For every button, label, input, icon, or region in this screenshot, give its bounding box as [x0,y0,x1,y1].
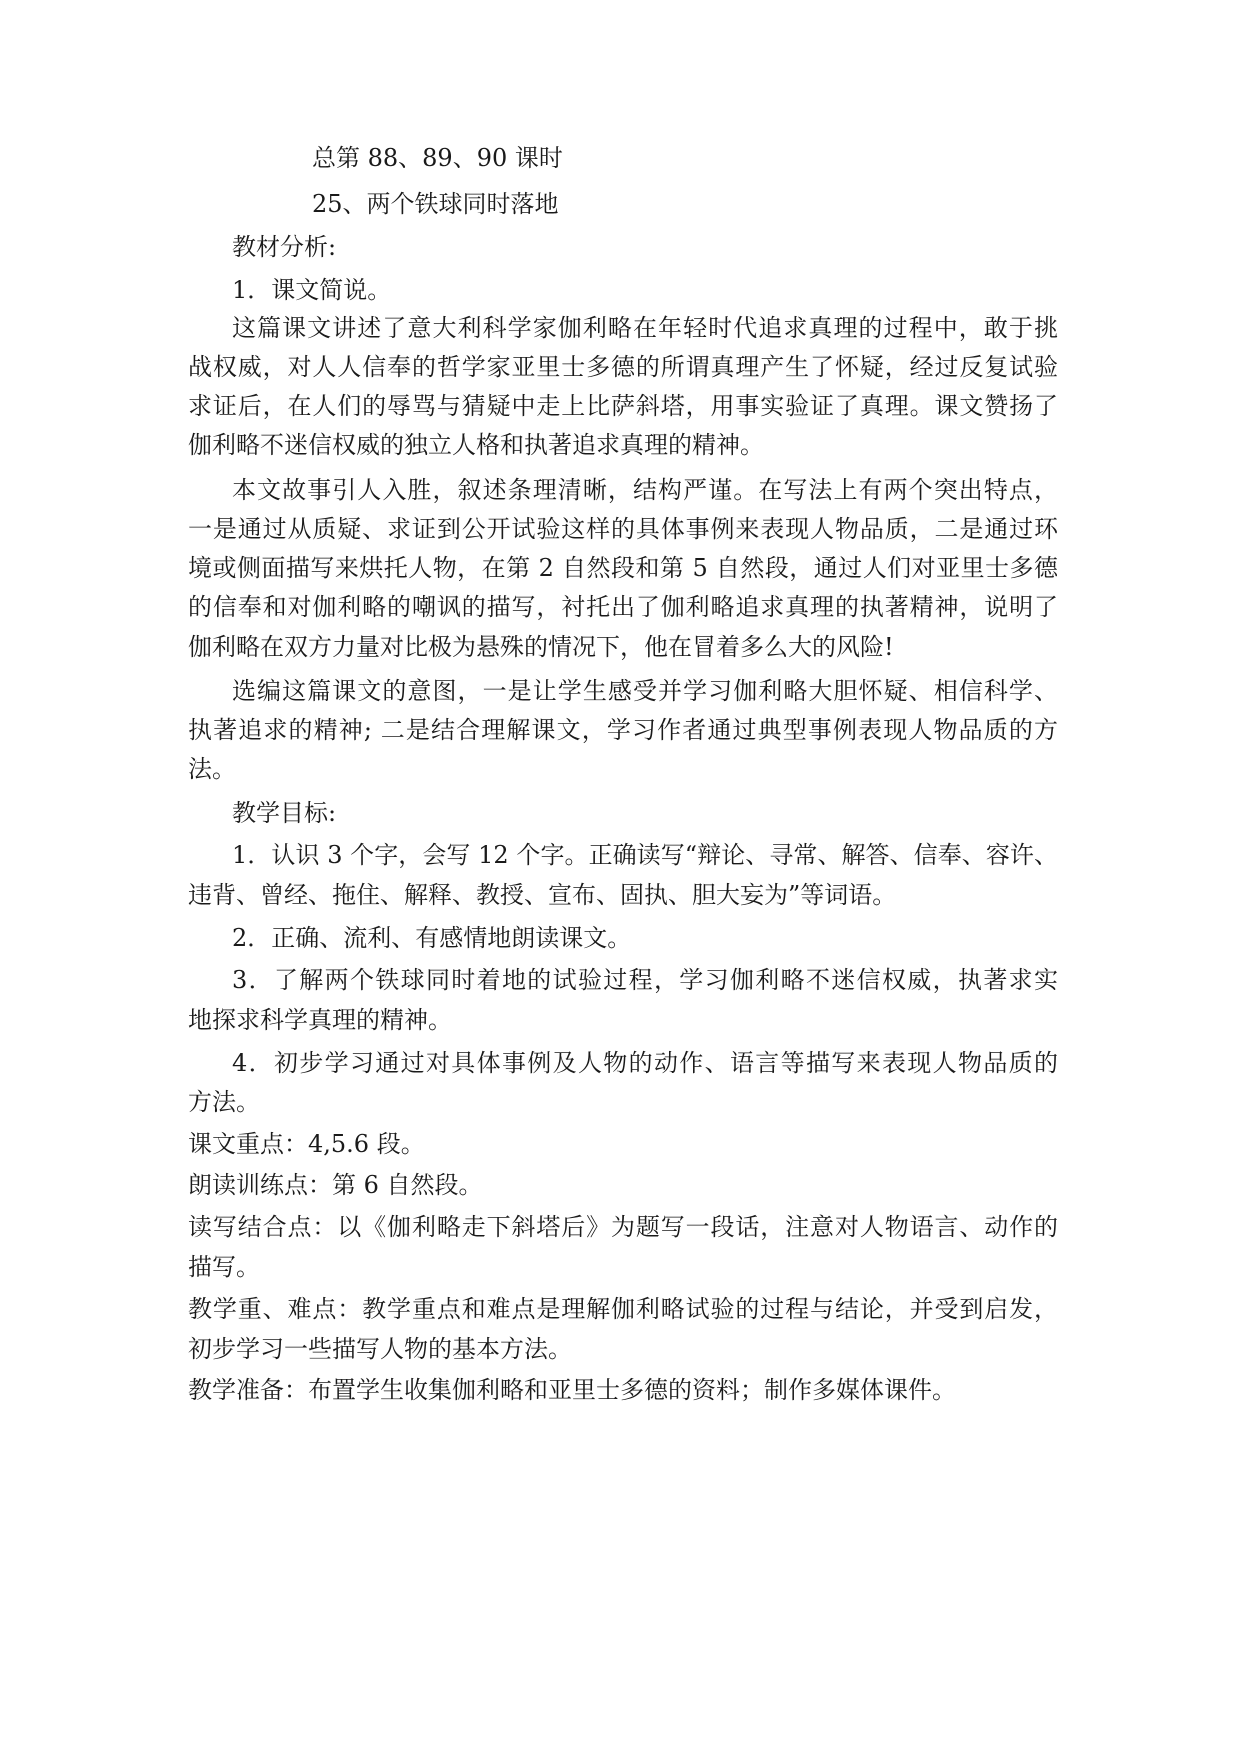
para1-line: 求证后，在人们的辱骂与猜疑中走上比萨斜塔，用事实验证了真理。课文赞扬了 [188,392,1058,420]
goal-3-line: 地探求科学真理的精神。 [188,1006,452,1034]
goal-2: 2．正确、流利、有感情地朗读课文。 [232,924,632,952]
goal-1-line: 1．认识 3 个字，会写 12 个字。正确读写“辩论、寻常、解答、信奉、容许、 [232,841,1058,869]
goal-1-line: 违背、曾经、拖住、解释、教授、宣布、固执、胆大妄为”等词语。 [188,881,897,909]
para2-line: 境或侧面描写来烘托人物，在第 2 自然段和第 5 自然段，通过人们对亚里士多德 [188,554,1058,582]
para3-line: 法。 [188,755,236,783]
teaching-preparation: 教学准备：布置学生收集伽利略和亚里士多德的资料；制作多媒体课件。 [188,1376,956,1404]
para1-line: 这篇课文讲述了意大利科学家伽利略在年轻时代追求真理的过程中，敢于挑 [232,314,1058,342]
analysis-heading: 教材分析: [232,233,337,261]
goal-4-line: 4．初步学习通过对具体事例及人物的动作、语言等描写来表现人物品质的 [232,1049,1058,1077]
reading-training-point: 朗读训练点：第 6 自然段。 [188,1171,483,1199]
goals-heading: 教学目标: [232,799,337,827]
para1-line: 伽利略不迷信权威的独立人格和执著追求真理的精神。 [188,431,764,459]
writing-point-line: 描写。 [188,1253,260,1281]
difficulty-line: 初步学习一些描写人物的基本方法。 [188,1335,572,1363]
goal-4-line: 方法。 [188,1088,260,1116]
para2-line: 伽利略在双方力量对比极为悬殊的情况下，他在冒着多么大的风险! [188,633,894,661]
goal-3-line: 3．了解两个铁球同时着地的试验过程，学习伽利略不迷信权威，执著求实 [232,966,1058,994]
key-paragraphs: 课文重点：4,5.6 段。 [188,1130,425,1158]
para2-line: 本文故事引人入胜，叙述条理清晰，结构严谨。在写法上有两个突出特点， [232,476,1058,504]
para2-line: 的信奉和对伽利略的嘲讽的描写，衬托出了伽利略追求真理的执著精神，说明了 [188,593,1058,621]
para2-line: 一是通过从质疑、求证到公开试验这样的具体事例来表现人物品质，二是通过环 [188,515,1058,543]
analysis-item-1: 1．课文简说。 [232,276,392,304]
para3-line: 选编这篇课文的意图，一是让学生感受并学习伽利略大胆怀疑、相信科学、 [232,677,1058,705]
lesson-period-header: 总第 88、89、90 课时 [312,144,563,172]
writing-point-line: 读写结合点：以《伽利略走下斜塔后》为题写一段话，注意对人物语言、动作的 [188,1213,1058,1241]
lesson-title: 25、两个铁球同时落地 [312,190,559,218]
difficulty-line: 教学重、难点：教学重点和难点是理解伽利略试验的过程与结论，并受到启发， [188,1295,1058,1323]
para3-line: 执著追求的精神; 二是结合理解课文，学习作者通过典型事例表现人物品质的方 [188,716,1058,744]
para1-line: 战权威，对人人信奉的哲学家亚里士多德的所谓真理产生了怀疑，经过反复试验 [188,353,1058,381]
